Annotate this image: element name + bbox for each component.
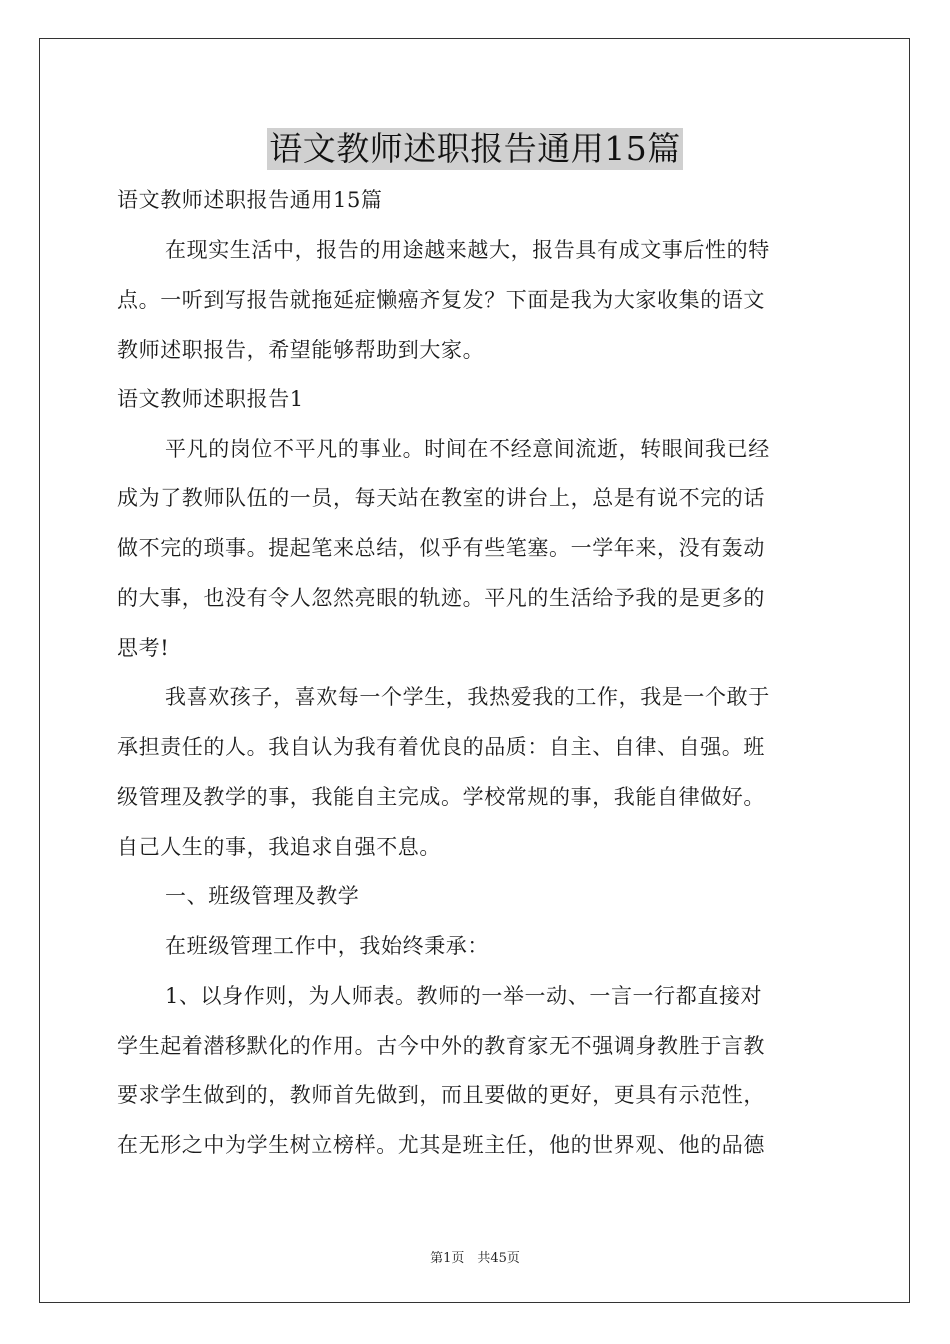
paragraph-line: 做不完的琐事。提起笔来总结，似乎有些笔塞。一学年来，没有轰动 <box>117 536 765 560</box>
title-container <box>0 128 950 170</box>
paragraph-line: 在现实生活中，报告的用途越来越大，报告具有成文事后性的特 <box>165 238 770 262</box>
paragraph-line: 平凡的岗位不平凡的事业。时间在不经意间流逝，转眼间我已经 <box>165 437 770 461</box>
paragraph-line: 点。一听到写报告就拖延症懒癌齐复发？下面是我为大家收集的语文 <box>117 288 765 312</box>
section-heading: 语文教师述职报告1 <box>117 387 304 411</box>
paragraph-line: 学生起着潜移默化的作用。古今中外的教育家无不强调身教胜于言教 <box>117 1034 765 1058</box>
paragraph-line: 在班级管理工作中，我始终秉承： <box>165 934 489 958</box>
page-border <box>39 38 910 1303</box>
paragraph-line: 承担责任的人。我自认为我有着优良的品质：自主、自律、自强。班 <box>117 735 765 759</box>
page-footer: 第1页 共45页 <box>430 1251 520 1266</box>
document-title: 语文教师述职报告通用15篇 <box>269 129 681 168</box>
subsection-heading: 一、班级管理及教学 <box>165 884 360 908</box>
paragraph-line: 在无形之中为学生树立榜样。尤其是班主任，他的世界观、他的品德 <box>117 1133 765 1157</box>
paragraph-line: 思考! <box>117 636 170 660</box>
paragraph-line: 自己人生的事，我追求自强不息。 <box>117 835 441 859</box>
subtitle-line: 语文教师述职报告通用15篇 <box>117 188 383 212</box>
paragraph-line: 的大事，也没有令人忽然亮眼的轨迹。平凡的生活给予我的是更多的 <box>117 586 765 610</box>
paragraph-line: 教师述职报告，希望能够帮助到大家。 <box>117 338 485 362</box>
paragraph-line: 1、以身作则，为人师表。教师的一举一动、一言一行都直接对 <box>165 984 763 1008</box>
paragraph-line: 成为了教师队伍的一员，每天站在教室的讲台上，总是有说不完的话 <box>117 486 765 510</box>
paragraph-line: 我喜欢孩子，喜欢每一个学生，我热爱我的工作，我是一个敢于 <box>165 685 770 709</box>
paragraph-line: 要求学生做到的，教师首先做到，而且要做的更好，更具有示范性， <box>117 1083 765 1107</box>
paragraph-line: 级管理及教学的事，我能自主完成。学校常规的事，我能自律做好。 <box>117 785 765 809</box>
